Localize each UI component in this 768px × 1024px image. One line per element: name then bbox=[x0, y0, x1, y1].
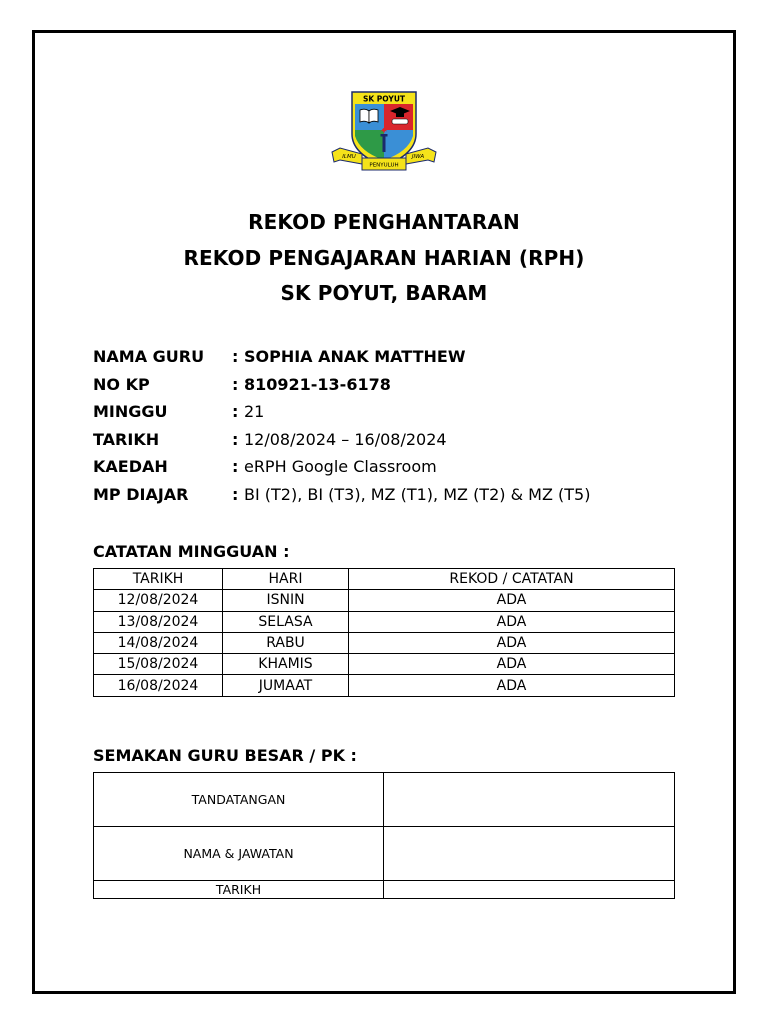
info-label: NO KP bbox=[93, 374, 150, 394]
cell-day: SELASA bbox=[223, 611, 349, 632]
column-header: TARIKH bbox=[94, 569, 223, 590]
title-line-3: SK POYUT, BARAM bbox=[280, 281, 488, 305]
info-label: TARIKH bbox=[93, 429, 160, 449]
info-row-mp-diajar: MP DIAJAR : BI (T2), BI (T3), MZ (T1), MZ (T2) & MZ (T5) bbox=[93, 481, 590, 509]
table-header-row bbox=[94, 569, 675, 590]
cell-record: ADA bbox=[349, 611, 675, 632]
logo-top-text: SK POYUT bbox=[362, 94, 406, 104]
info-label: KAEDAH bbox=[93, 457, 168, 477]
title-line-2: REKOD PENGAJARAN HARIAN (RPH) bbox=[183, 246, 585, 270]
weekly-heading: CATATAN MINGGUAN : bbox=[93, 542, 290, 561]
info-row-minggu: MINGGU : 21 bbox=[93, 398, 590, 426]
weekly-table bbox=[93, 568, 675, 697]
table-row bbox=[94, 827, 675, 881]
info-value: BI (T2), BI (T3), MZ (T1), MZ (T2) & MZ (T5) bbox=[243, 484, 591, 504]
cell-date: 13/08/2024 bbox=[94, 611, 223, 632]
column-header: REKOD / CATATAN bbox=[349, 569, 675, 590]
logo-ribbon-right: JIWA bbox=[411, 154, 425, 160]
name-position-label: NAMA & JAWATAN bbox=[94, 827, 384, 881]
cell-record: ADA bbox=[349, 675, 675, 696]
table-row bbox=[94, 675, 675, 696]
table-row bbox=[94, 611, 675, 632]
logo-ribbon-left: ILMU bbox=[342, 154, 356, 160]
date-label: TARIKH bbox=[94, 881, 384, 899]
date-field bbox=[384, 881, 675, 899]
cell-day: ISNIN bbox=[223, 590, 349, 611]
info-row-no-kp: NO KP : 810921-13-6178 bbox=[93, 371, 590, 399]
teacher-info bbox=[93, 343, 590, 509]
cell-record: ADA bbox=[349, 590, 675, 611]
table-row bbox=[94, 590, 675, 611]
signature-label: TANDATANGAN bbox=[94, 773, 384, 827]
info-value: 21 bbox=[243, 402, 265, 422]
cell-record: ADA bbox=[349, 632, 675, 653]
info-label: MP DIAJAR bbox=[93, 484, 189, 504]
cell-date: 16/08/2024 bbox=[94, 675, 223, 696]
info-label: MINGGU bbox=[93, 402, 168, 422]
table-row bbox=[94, 632, 675, 653]
info-row-kaedah: KAEDAH : eRPH Google Classroom bbox=[93, 453, 590, 481]
column-header: HARI bbox=[223, 569, 349, 590]
info-row-tarikh: TARIKH : 12/08/2024 – 16/08/2024 bbox=[93, 426, 590, 454]
signature-field bbox=[384, 773, 675, 827]
name-position-field bbox=[384, 827, 675, 881]
check-heading: SEMAKAN GURU BESAR / PK : bbox=[93, 746, 357, 765]
cell-date: 15/08/2024 bbox=[94, 654, 223, 675]
info-value: SOPHIA ANAK MATTHEW bbox=[243, 347, 466, 366]
cell-date: 14/08/2024 bbox=[94, 632, 223, 653]
title-line-1: REKOD PENGHANTARAN bbox=[248, 210, 520, 234]
table-row bbox=[94, 654, 675, 675]
info-value: 810921-13-6178 bbox=[243, 374, 391, 394]
book-icon bbox=[360, 109, 378, 123]
cell-day: JUMAAT bbox=[223, 675, 349, 696]
info-label: NAMA GURU bbox=[93, 347, 205, 366]
cell-date: 12/08/2024 bbox=[94, 590, 223, 611]
cell-day: RABU bbox=[223, 632, 349, 653]
cell-day: KHAMIS bbox=[223, 654, 349, 675]
table-row bbox=[94, 773, 675, 827]
cell-record: ADA bbox=[349, 654, 675, 675]
logo-ribbon-center: PENYULUH bbox=[369, 162, 399, 169]
info-row-nama-guru: NAMA GURU : SOPHIA ANAK MATTHEW bbox=[93, 343, 590, 371]
info-value: 12/08/2024 – 16/08/2024 bbox=[243, 429, 447, 449]
school-logo bbox=[330, 88, 438, 176]
check-table bbox=[93, 772, 675, 899]
table-row bbox=[94, 881, 675, 899]
info-value: eRPH Google Classroom bbox=[243, 457, 437, 477]
